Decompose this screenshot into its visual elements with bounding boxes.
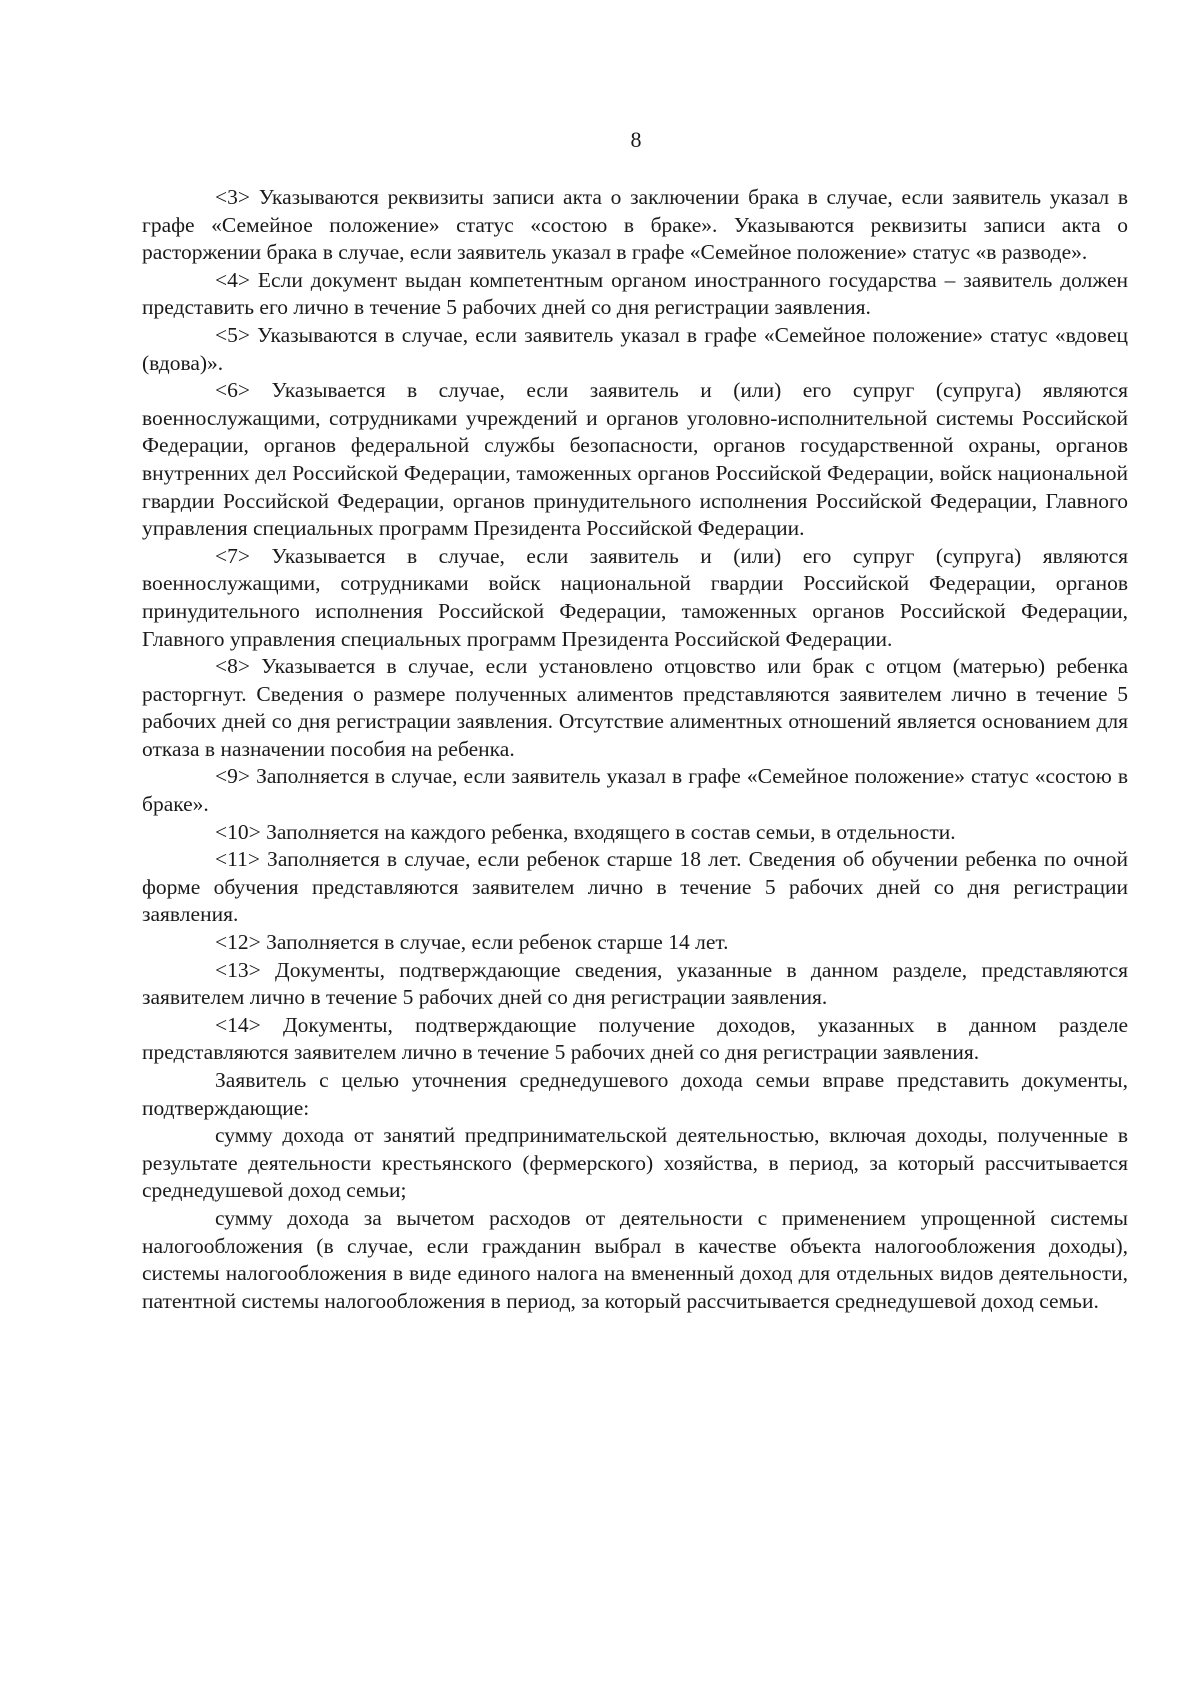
footnote-3: <3> Указываются реквизиты записи акта о заключении брака в случае, если заявитель указал в графе «Семейное положение» статус «состою в браке». Указываются реквизиты записи акта о расторжении брака в случае, если заявитель указал в графе «Семейное положение» статус «в разводе». xyxy=(142,185,1128,265)
document-body xyxy=(142,184,1128,1315)
footnote-13: <13> Документы, подтверждающие сведения, указанные в данном разделе, представляются заявителем лично в течение 5 рабочих дней со дня регистрации заявления. xyxy=(142,957,1128,1010)
footnote-7: <7> Указывается в случае, если заявитель и (или) его супруг (супруга) являются военнослужащими, сотрудниками войск национальной гвардии Российской Федерации, органов принудительного исполнения Российской Федерации, таможенных органов Российской Федерации, Главного управления специальных программ Президента Российской Федерации. xyxy=(142,543,1128,651)
footnote-8: <8> Указывается в случае, если установлено отцовство или брак с отцом (матерью) ребенка расторгнут. Сведения о размере полученных алиментов представляются заявителем лично в течение 5 рабочих дней со дня регистрации заявления. Отсутствие алиментных отношений является основанием для отказа в назначении пособия на ребенка. xyxy=(142,654,1128,761)
footnote-6: <6> Указывается в случае, если заявитель и (или) его супруг (супруга) являются военнослужащими, сотрудниками учреждений и органов уголовно-исполнительной системы Российской Федерации, органов федеральной службы безопасности, органов государственной охраны, органов внутренних дел Российской Федерации, таможенных органов Российской Федерации, войск национальной гвардии Российской Федерации, органов принудительного исполнения Российской Федерации, Главного управления специальных программ Президента Российской Федерации. xyxy=(142,378,1128,541)
footnote-14: <14> Документы, подтверждающие получение доходов, указанных в данном разделе представляются заявителем лично в течение 5 рабочих дней со дня регистрации заявления. xyxy=(142,1012,1128,1065)
footnote-9: <9> Заполняется в случае, если заявитель указал в графе «Семейное положение» статус «состою в браке». xyxy=(142,764,1128,817)
income-entrepreneurship-paragraph: сумму дохода от занятий предпринимательской деятельностью, включая доходы, полученные в результате деятельности крестьянского (фермерского) хозяйства, в период, за который рассчитывается среднедушевой доход семьи; xyxy=(142,1123,1128,1203)
footnote-12: <12> Заполняется в случае, если ребенок старше 14 лет. xyxy=(215,930,729,955)
footnote-4: <4> Если документ выдан компетентным органом иностранного государства – заявитель должен представить его лично в течение 5 рабочих дней со дня регистрации заявления. xyxy=(142,267,1128,320)
income-taxation-paragraph: сумму дохода за вычетом расходов от деятельности с применением упрощенной системы налогообложения (в случае, если гражданин выбрал в качестве объекта налогообложения доходы), системы налогообложения в виде единого налога на вмененный доход для отдельных видов деятельности, патентной системы налогообложения в период, за который рассчитывается среднедушевой доход семьи. xyxy=(142,1205,1128,1313)
applicant-paragraph: Заявитель с целью уточнения среднедушевого дохода семьи вправе представить документы, подтверждающие: xyxy=(142,1068,1128,1120)
footnote-11: <11> Заполняется в случае, если ребенок старше 18 лет. Сведения об обучении ребенка по очной форме обучения представляются заявителем лично в течение 5 рабочих дней со дня регистрации заявления. xyxy=(142,847,1128,927)
footnote-5: <5> Указываются в случае, если заявитель указал в графе «Семейное положение» статус «вдовец (вдова)». xyxy=(142,322,1128,375)
footnote-10: <10> Заполняется на каждого ребенка, входящего в состав семьи, в отдельности. xyxy=(215,819,956,844)
page-number: 8 xyxy=(630,127,642,152)
